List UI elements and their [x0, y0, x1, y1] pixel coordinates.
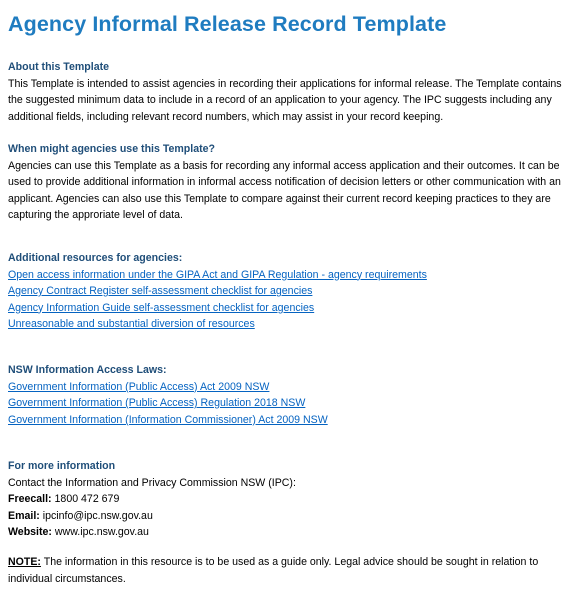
note-section	[8, 554, 568, 587]
freecall-value: 1800 472 679	[54, 493, 120, 505]
laws-heading: NSW Information Access Laws:	[8, 364, 167, 376]
note-label: NOTE:	[8, 556, 41, 568]
resources-section	[8, 250, 568, 333]
email-row	[8, 508, 568, 525]
note-text: The information in this resource is to be used as a guide only. Legal advice should be sought in relation to individual circumstances.	[8, 556, 539, 585]
website-row	[8, 524, 568, 541]
freecall-row	[8, 491, 568, 508]
link-gipa-act[interactable]: Government Information (Public Access) Act 2009 NSW	[8, 380, 270, 393]
link-information-guide-checklist[interactable]: Agency Information Guide self-assessment checklist for agencies	[8, 301, 315, 314]
more-info-heading: For more information	[8, 460, 116, 472]
when-heading: When might agencies use this Template?	[8, 143, 216, 155]
link-open-access-info[interactable]: Open access information under the GIPA Act and GIPA Regulation - agency requirements	[8, 268, 427, 281]
contact-text: Contact the Information and Privacy Commission NSW (IPC):	[8, 476, 296, 489]
website-value: www.ipc.nsw.gov.au	[54, 526, 149, 538]
page-title: Agency Informal Release Record Template	[8, 12, 447, 36]
laws-section	[8, 362, 568, 428]
link-gii-act[interactable]: Government Information (Information Commissioner) Act 2009 NSW	[8, 413, 328, 426]
when-section	[8, 141, 568, 224]
when-text: Agencies can use this Template as a basis for recording any informal access application and their outcomes. It can be used to provide additional information in informal access notification of decision letters or other communication with an applicant. Agencies can also use this Template to compare against their current record keeping practices to they are capturing the approriate level of data.	[8, 159, 561, 221]
email-label: Email:	[8, 509, 40, 522]
website-label: Website:	[8, 526, 52, 538]
link-contract-register-checklist[interactable]: Agency Contract Register self-assessment checklist for agencies	[8, 285, 313, 297]
about-section	[8, 59, 568, 125]
about-heading: About this Template	[8, 61, 110, 73]
more-info-section	[8, 458, 568, 541]
link-diversion-of-resources[interactable]: Unreasonable and substantial diversion of resources	[8, 318, 255, 330]
email-value: ipcinfo@ipc.nsw.gov.au	[42, 509, 153, 522]
resources-heading: Additional resources for agencies:	[8, 252, 183, 264]
freecall-label: Freecall:	[8, 493, 52, 505]
about-text: This Template is intended to assist agencies in recording their applications for informal release. The Template contains the suggested minimum data to include in a record of an application to your agency. The IPC suggests including any additional fields, including relevant record numbers, which may assist in your record keeping.	[8, 77, 562, 123]
link-gipa-regulation[interactable]: Government Information (Public Access) Regulation 2018 NSW	[8, 397, 306, 409]
